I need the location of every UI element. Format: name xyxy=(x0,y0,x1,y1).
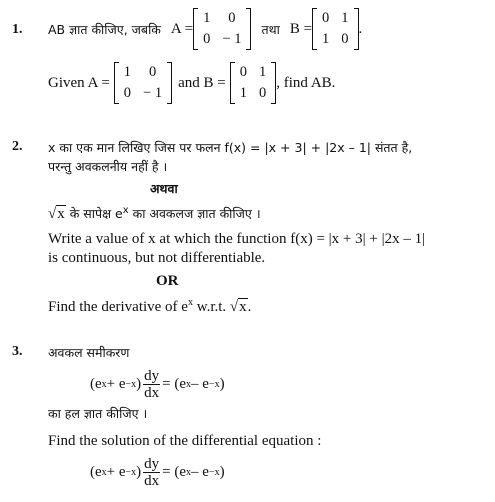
differential-equation: (e x + e −x ) $\frac{dy}{dx}$ = (e x – e −x ) xyxy=(90,368,225,401)
q1-eq-b: B = xyxy=(289,20,313,37)
q1-eq-a: A = xyxy=(170,20,194,37)
q1-hindi-mid: तथा xyxy=(261,21,280,37)
q1-en-and: and B = xyxy=(178,74,226,91)
question-number-1: 1. xyxy=(12,22,23,37)
question-number-3: 3. xyxy=(12,344,23,359)
q2-or: OR xyxy=(156,273,179,289)
q1-hindi-lead: AB ज्ञात कीजिए, जबकि xyxy=(48,21,161,37)
matrix-b-en: 0 1 1 0 xyxy=(230,62,277,104)
q1-hindi-line xyxy=(48,6,362,52)
q3-hindi-end: का हल ज्ञात कीजिए । xyxy=(48,406,148,421)
dy-dx-fraction-en: $\frac{dy}{dx}$ xyxy=(144,456,160,489)
matrix-a: 1 0 0 − 1 xyxy=(193,8,251,50)
dy-dx-fraction: $\frac{dy}{dx}$ xyxy=(144,368,160,401)
question-number-2: 2. xyxy=(12,139,23,154)
q1-english-line xyxy=(48,60,335,106)
sqrt-x-en: √x xyxy=(229,299,247,315)
q2-hindi-line2: परन्तु अवकलनीय नहीं है । xyxy=(48,159,168,174)
q3-hindi-title: अवकल समीकरण xyxy=(48,345,130,360)
q2-hindi-deriv: √x के सापेक्ष $e^x$ का अवकलज ज्ञात कीजिए । xyxy=(48,205,261,223)
q2-en-line2: is continuous, but not differentiable. xyxy=(48,250,266,266)
q1-en-find: , find AB. xyxy=(276,74,336,91)
q2-athva: अथवा xyxy=(150,181,178,196)
q3-en-title: Find the solution of the differential equation : xyxy=(48,433,322,449)
q1-en-given: Given A = xyxy=(48,74,110,91)
matrix-b: 0 1 1 0 xyxy=(312,8,359,50)
matrix-a-en: 1 0 0 − 1 xyxy=(114,62,172,104)
differential-equation-en: (e x + e −x ) $\frac{dy}{dx}$ = (e x – e −x ) xyxy=(90,456,225,489)
q2-hindi-line1: x का एक मान लिखिए जिस पर फलन f(x) = |x + 3| + |2x – 1| संतत है, xyxy=(48,140,413,155)
q1-end-dot: . xyxy=(358,20,363,37)
q2-en-line1: Write a value of x at which the function f(x) = |x + 3| + |2x – 1| xyxy=(48,231,426,247)
q2-en-deriv: Find the derivative of $e^x$ w.r.t. √x. xyxy=(48,297,252,315)
sqrt-x: √x xyxy=(48,206,65,223)
